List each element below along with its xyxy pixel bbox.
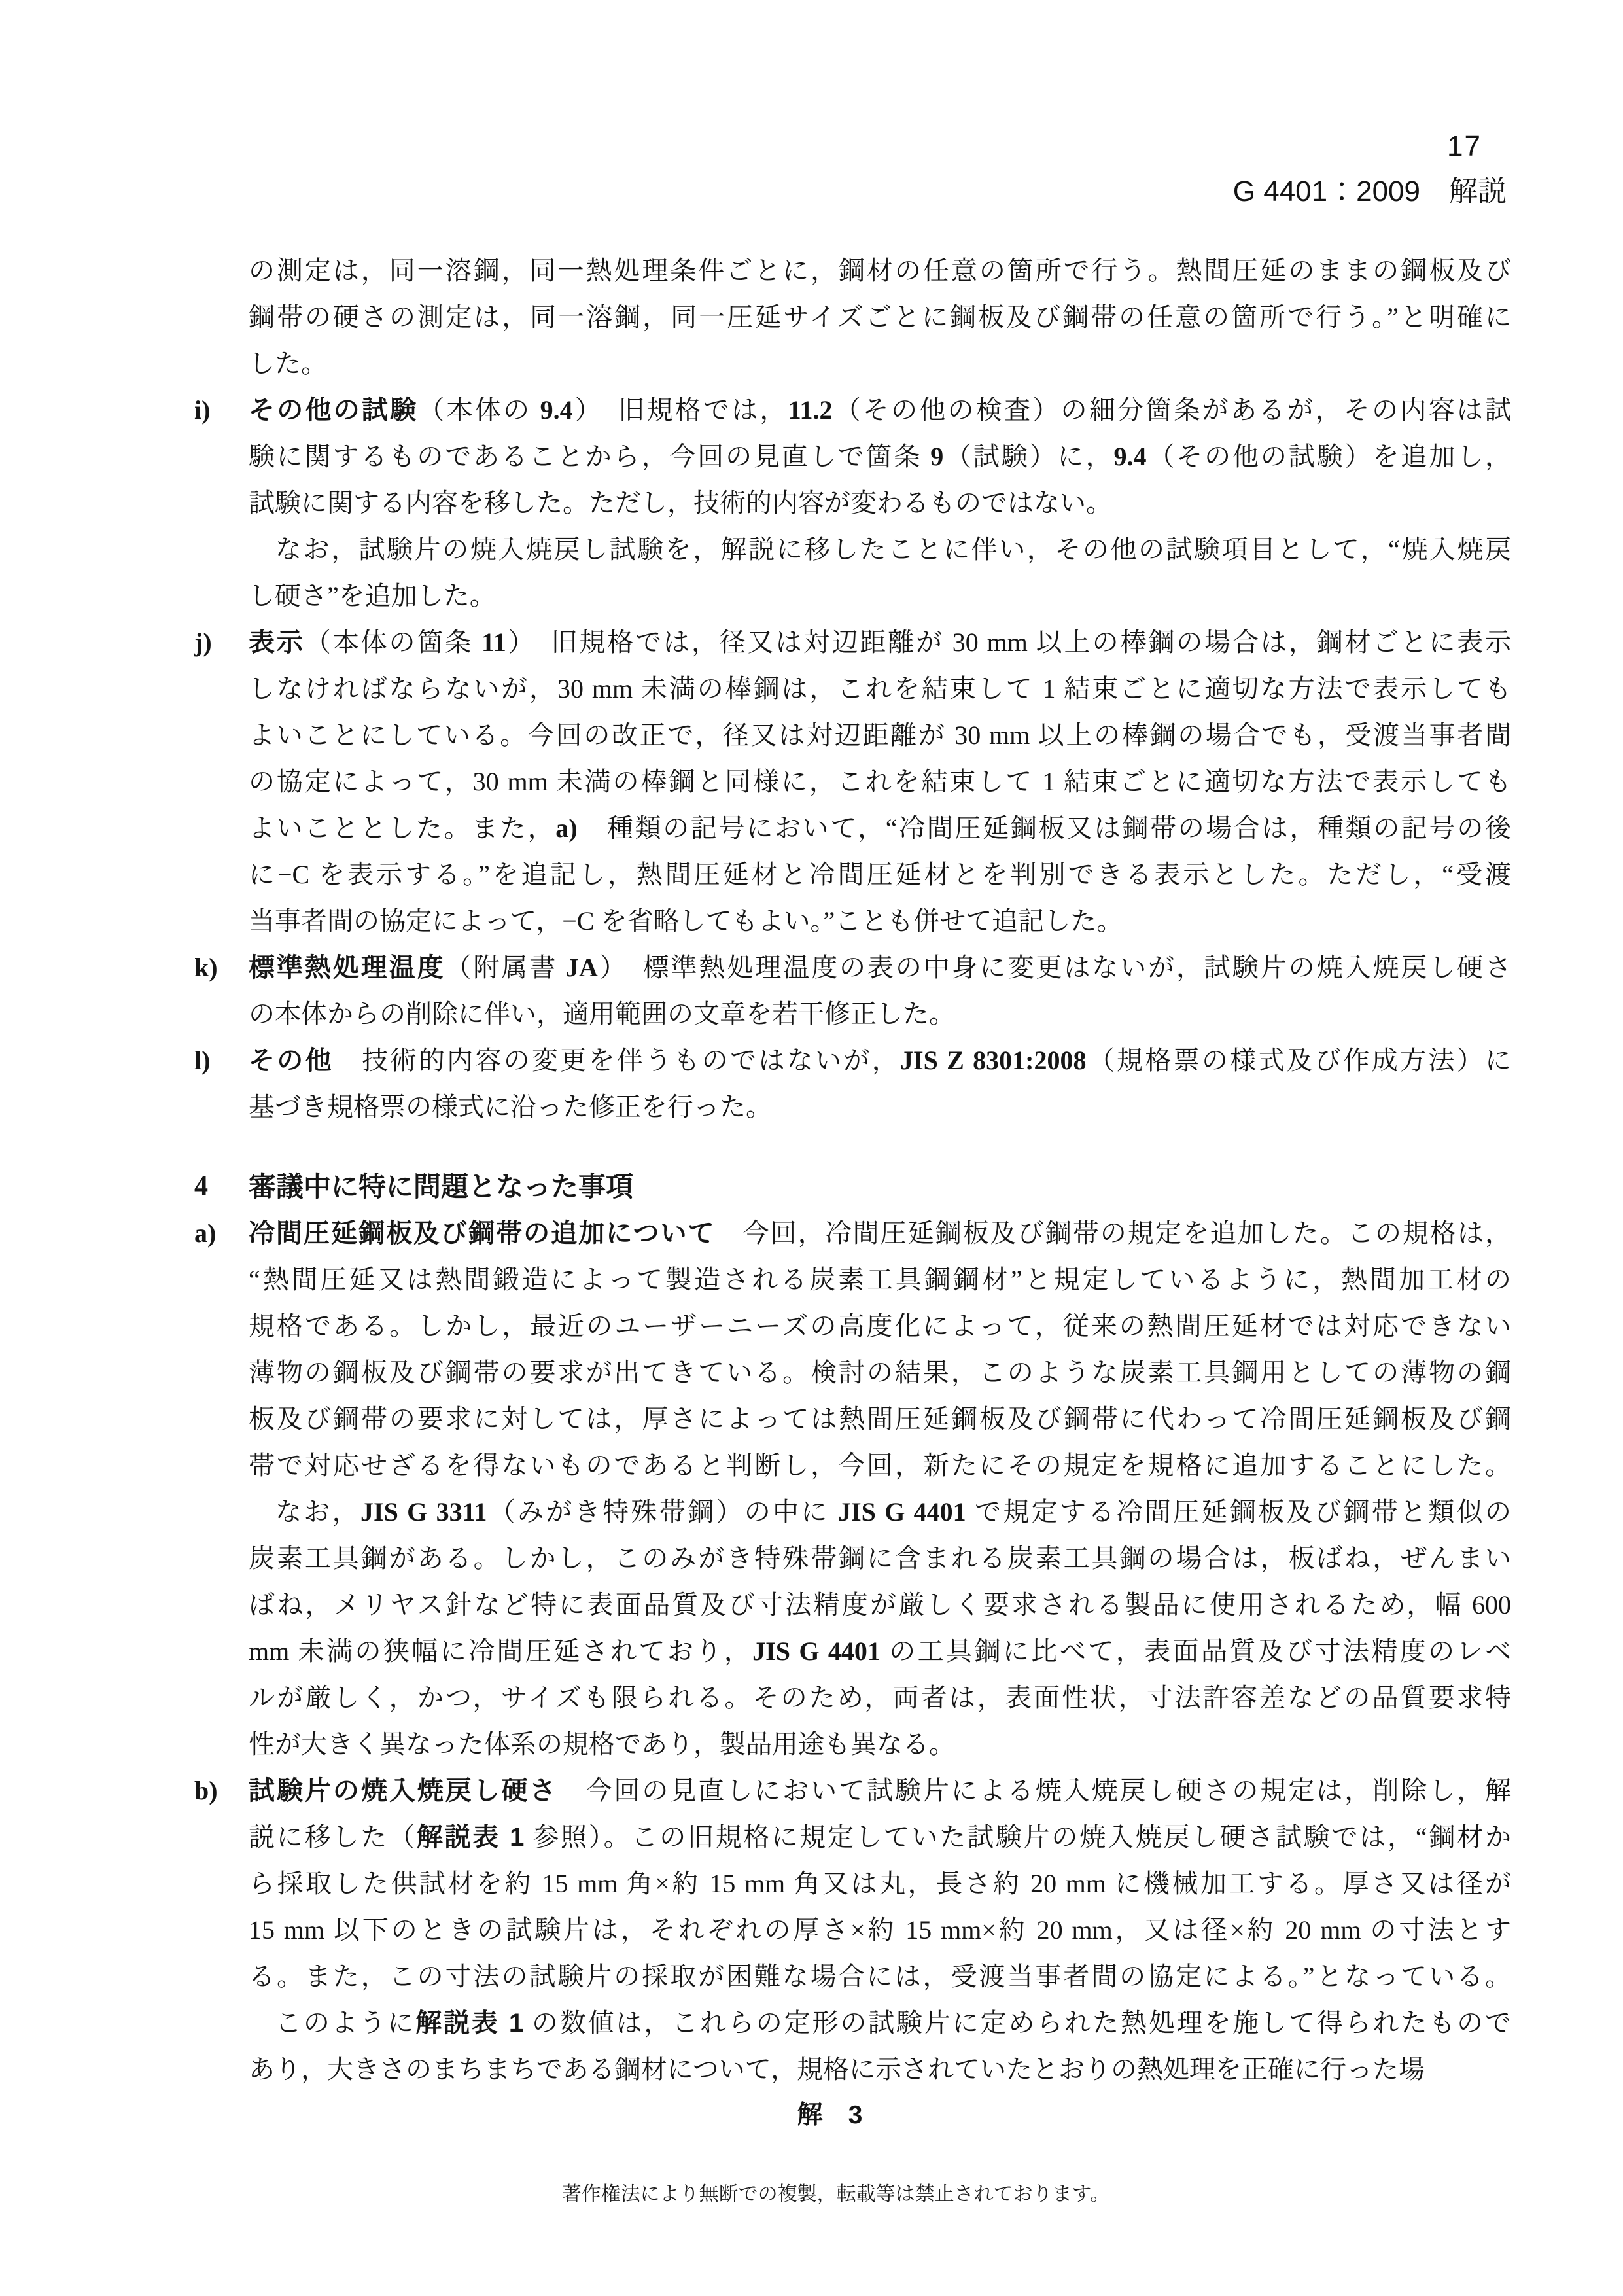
emphasis-text: 審議中に特に問題となった事項 xyxy=(249,1171,634,1202)
body-text: ら採取した供試材を約 15 mm 角×約 15 mm 角又は丸，長さ約 20 mm に機械加工する。厚さ又は径が xyxy=(249,1869,1511,1898)
text-line xyxy=(249,898,1511,944)
document-reference: G 4401：2009 解説 xyxy=(1232,175,1507,207)
body-text: JIS G 4401 xyxy=(752,1636,881,1666)
text-line xyxy=(249,1396,1511,1442)
text-line xyxy=(249,1489,1511,1535)
body-text: る。また，この寸法の試験片の採取が困難な場合には，受渡当事者間の協定による。”となっている。 xyxy=(249,1962,1511,1991)
body-text: の測定は，同一溶鋼，同一熱処理条件ごとに，鋼材の任意の箇所で行う。熱間圧延のままの鋼板及び xyxy=(249,256,1511,285)
text-line xyxy=(249,1860,1511,1907)
emphasis-text: 解説表 1 xyxy=(415,2009,524,2038)
emphasis-text: 標準熱処理温度 xyxy=(249,953,445,982)
body-text: 試験に関する内容を移した。ただし，技術的内容が変わるものではない。 xyxy=(249,488,1112,518)
body-text: ルが厳しく，かつ，サイズも限られる。そのため，両者は，表面性状，寸法許容差などの品質要求特 xyxy=(249,1683,1511,1712)
body-text: JA xyxy=(565,953,598,982)
body-text: しなければならないが，30 mm 未満の棒鋼は，これを結束して 1 結束ごとに適切な方法で表示しても xyxy=(249,674,1511,703)
body-text: ばね，メリヤス針など特に表面品質及び寸法精度が厳しく要求される製品に使用されるため，幅 600 xyxy=(249,1590,1511,1619)
emphasis-text: その他 xyxy=(249,1046,334,1075)
text-line xyxy=(249,1628,1511,1674)
footer-page-number: 解 3 xyxy=(797,2101,863,2129)
text-line xyxy=(249,665,1511,712)
body-text: （附属書 xyxy=(445,953,566,982)
copyright-notice: 著作権法により無断での複製，転載等は禁止されております。 xyxy=(561,2183,1110,2205)
body-text: に−C を表示する。”を追記し，熱間圧延材と冷間圧延材とを判別できる表示とした。ただし，“受渡 xyxy=(249,860,1511,889)
text-line xyxy=(249,1442,1511,1489)
body-text: 技術的内容の変更を伴うものではないが， xyxy=(333,1046,901,1075)
item-label: k) xyxy=(194,953,218,982)
text-line xyxy=(194,1210,1512,1256)
body-text: の数値は，これらの定形の試験片に定められた熱処理を施して得られたもので xyxy=(523,2008,1512,2038)
body-text: ） 旧規格では， xyxy=(572,395,788,425)
text-line xyxy=(249,480,1511,526)
text-line xyxy=(249,573,1511,619)
body-text: 9 xyxy=(930,442,944,471)
body-text: 今回，冷間圧延鋼板及び鋼帯の規定を追加した。この規格は， xyxy=(715,1218,1512,1248)
body-text: 11 xyxy=(481,627,506,657)
body-text: 今回の見直しにおいて試験片による焼入焼戻し硬さの規定は，削除し，解 xyxy=(557,1776,1511,1805)
body-text: した。 xyxy=(249,349,327,378)
text-line xyxy=(249,526,1511,573)
page-number: 17 xyxy=(1447,130,1482,162)
text-line xyxy=(194,619,1511,665)
body-text: 帯で対応せざるを得ないものであると判断し，今回，新たにその規定を規格に追加することにした。 xyxy=(249,1451,1511,1480)
text-line xyxy=(249,712,1511,758)
item-label: j) xyxy=(194,627,212,657)
section-heading xyxy=(194,1163,1511,1210)
body-text: あり，大きさのまちまちである鋼材について，規格に示されていたとおりの熱処理を正確に行った場 xyxy=(249,2055,1425,2084)
body-text: 基づき規格票の様式に沿った修正を行った。 xyxy=(249,1092,772,1122)
text-line xyxy=(249,851,1511,898)
text-line xyxy=(194,387,1512,433)
item-label: a) xyxy=(194,1218,217,1248)
text-line xyxy=(249,247,1511,294)
text-line xyxy=(249,1814,1511,1860)
body-text: 説に移した（ xyxy=(249,1822,417,1852)
text-line xyxy=(249,1907,1511,1953)
body-text: JIS G 3311 xyxy=(360,1497,487,1527)
body-text: 種類の記号において，“冷間圧延鋼板又は鋼帯の場合は，種類の記号の後 xyxy=(577,813,1512,843)
body-text: 9.4 xyxy=(1113,442,1147,471)
body-text: 験に関するものであることから，今回の見直しで箇条 xyxy=(249,442,931,471)
emphasis-text: 冷間圧延鋼板及び鋼帯の追加について xyxy=(249,1219,716,1248)
text-line xyxy=(249,2046,1511,2093)
body-text: 15 mm 以下のときの試験片は，それぞれの厚さ×約 15 mm×約 20 mm，又は径×約 20 mm の寸法とす xyxy=(249,1915,1511,1945)
body-text: （試験）に， xyxy=(943,442,1114,471)
body-text: 当事者間の協定によって，−C を省略してもよい。”ことも併せて追記した。 xyxy=(249,906,1123,936)
body-text: 性が大きく異なった体系の規格であり，製品用途も異なる。 xyxy=(249,1729,955,1759)
body-text: （みがき特殊帯鋼）の中に xyxy=(487,1497,839,1527)
text-line xyxy=(249,1303,1511,1349)
text-line xyxy=(249,991,1511,1037)
text-line xyxy=(249,433,1511,480)
emphasis-text: 試験片の焼入焼戻し硬さ xyxy=(249,1776,558,1805)
body-text: の協定によって，30 mm 未満の棒鋼と同様に，これを結束して 1 結束ごとに適切な方法で表示しても xyxy=(249,767,1511,796)
emphasis-text: その他の試験 xyxy=(249,396,419,425)
body-text: 11.2 xyxy=(788,395,833,425)
item-label: l) xyxy=(194,1046,211,1075)
body-text: 鋼帯の硬さの測定は，同一溶鋼，同一圧延サイズごとに鋼板及び鋼帯の任意の箇所で行う。”と明確に xyxy=(249,302,1511,332)
body-text: 薄物の鋼板及び鋼帯の要求が出てきている。検討の結果，このような炭素工具鋼用としての薄物の鋼 xyxy=(249,1358,1511,1387)
body-text: （本体の xyxy=(418,395,540,425)
text-line xyxy=(249,805,1511,851)
text-line xyxy=(249,340,1511,387)
body-text: 参照）。この旧規格に規定していた試験片の焼入焼戻し硬さ試験では，“鋼材か xyxy=(524,1822,1512,1852)
text-line xyxy=(249,1581,1511,1628)
document-body xyxy=(194,247,1512,2093)
body-text: このように xyxy=(275,2008,416,2038)
body-text: ） 標準熱処理温度の表の中身に変更はないが，試験片の焼入焼戻し硬さ xyxy=(597,953,1512,982)
emphasis-text: 解説表 1 xyxy=(416,1823,525,1852)
text-line xyxy=(194,1767,1511,1814)
body-text: a) xyxy=(555,813,578,843)
text-line xyxy=(249,758,1511,805)
body-text: の本体からの削除に伴い，適用範囲の文章を若干修正した。 xyxy=(249,999,955,1029)
body-text: なお，試験片の焼入焼戻し試験を，解説に移したことに伴い，その他の試験項目として，“焼入焼戻 xyxy=(275,535,1511,564)
text-line xyxy=(249,1084,1511,1130)
text-line xyxy=(194,944,1512,991)
emphasis-text: 表示 xyxy=(249,628,305,657)
text-line xyxy=(249,1953,1511,2000)
text-line xyxy=(249,2000,1511,2046)
body-text: ） 旧規格では，径又は対辺距離が 30 mm 以上の棒鋼の場合は，鋼材ごとに表示 xyxy=(506,627,1511,657)
item-label: b) xyxy=(194,1776,218,1805)
item-label: i) xyxy=(194,395,211,425)
body-text: （その他の試験）を追加し， xyxy=(1146,442,1512,471)
body-text: 板及び鋼帯の要求に対しては，厚さによっては熱間圧延鋼板及び鋼帯に代わって冷間圧延鋼板及び鋼 xyxy=(249,1404,1511,1434)
text-line xyxy=(249,294,1511,340)
body-text: （その他の検査）の細分箇条があるが，その内容は試 xyxy=(832,395,1512,425)
text-line xyxy=(249,1674,1511,1721)
body-text: で規定する冷間圧延鋼板及び鋼帯と類似の xyxy=(966,1497,1512,1527)
body-text: 9.4 xyxy=(540,395,573,425)
body-text: （本体の箇条 xyxy=(304,627,481,657)
body-text: よいことにしている。今回の改正で，径又は対辺距離が 30 mm 以上の棒鋼の場合でも，受渡当事者間 xyxy=(249,720,1511,750)
body-text: の工具鋼に比べて，表面品質及び寸法精度のレベ xyxy=(880,1636,1511,1666)
body-text: なお， xyxy=(275,1497,361,1527)
body-text: し硬さ”を追加した。 xyxy=(249,581,496,610)
body-text: mm 未満の狭幅に冷間圧延されており， xyxy=(249,1636,753,1666)
body-text: “熱間圧延又は熱間鍛造によって製造される炭素工具鋼鋼材”と規定しているように，熱間加工材の xyxy=(249,1265,1511,1294)
body-text: 規格である。しかし，最近のユーザーニーズの高度化によって，従来の熱間圧延材では対応できない xyxy=(249,1311,1511,1341)
text-line xyxy=(194,1037,1512,1084)
body-text: （規格票の様式及び作成方法）に xyxy=(1086,1046,1512,1075)
text-line xyxy=(249,1535,1511,1581)
text-line xyxy=(249,1721,1511,1767)
item-label: 4 xyxy=(194,1171,208,1201)
body-text: JIS Z 8301:2008 xyxy=(900,1046,1087,1075)
body-text: 炭素工具鋼がある。しかし，このみがき特殊帯鋼に含まれる炭素工具鋼の場合は，板ばね，ぜんまい xyxy=(249,1544,1511,1573)
text-line xyxy=(249,1349,1511,1396)
text-line xyxy=(249,1256,1511,1303)
body-text: よいこととした。また， xyxy=(249,813,556,843)
body-text: JIS G 4401 xyxy=(838,1497,966,1527)
